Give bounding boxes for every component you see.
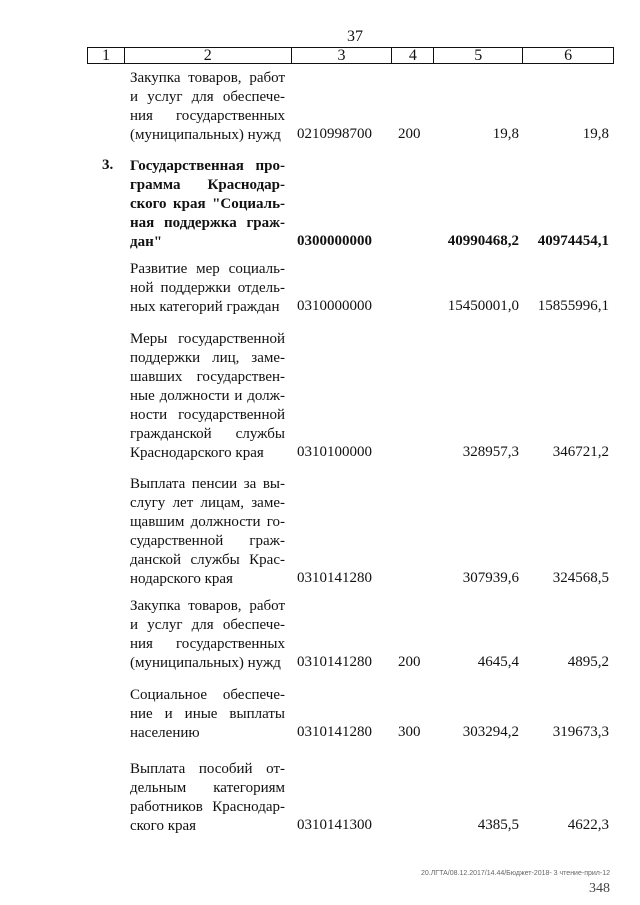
row-name-line: ности государственной [130,407,285,423]
header-col-3: 3 [292,48,393,63]
row-value-col5: 328957,3 [462,444,519,460]
row-name-line: поддержки лиц, заме- [130,350,285,366]
row-expense-type: 200 [398,126,421,142]
row-code: 0310000000 [297,298,372,314]
row-name [130,475,285,589]
row-value-col6: 40974454,1 [537,233,609,249]
header-col-4: 4 [392,48,434,63]
row-name-line: (муниципальных) нужд [130,655,281,671]
row-value-col6: 19,8 [582,126,609,142]
row-name [130,69,285,145]
row-name-line: сударственной граж- [130,533,285,549]
row-name-line: работников Краснодар- [130,799,285,815]
row-code: 0310141280 [297,570,372,586]
row-name-line: Краснодарского края [130,445,264,461]
row-name-line: дельным категориям [130,780,285,796]
row-value-col6: 4895,2 [567,654,609,670]
row-name-line: данской службы Крас- [130,552,285,568]
header-col-1: 1 [88,48,125,63]
row-name-line: Закупка товаров, работ [130,598,285,614]
row-name-line: грамма Краснодар- [130,177,285,193]
page-number: 37 [347,28,363,45]
row-number: 3. [102,157,114,173]
row-code: 0300000000 [297,233,372,249]
row-name-line: ных категорий граждан [130,299,280,315]
row-expense-type: 200 [398,654,421,670]
row-name-line: Выплата пособий от- [130,761,285,777]
row-name [130,686,285,743]
row-name-line: (муниципальных) нужд [130,127,281,143]
row-value-col6: 324568,5 [552,570,609,586]
row-name-line: ского края "Социаль- [130,196,285,212]
row-code: 0310141300 [297,817,372,833]
row-value-col5: 307939,6 [462,570,519,586]
row-value-col6: 4622,3 [567,817,609,833]
row-expense-type: 300 [398,724,421,740]
row-name-line: шавших государствен- [130,369,285,385]
row-name-line: ния государственных [130,108,285,124]
row-code: 0310141280 [297,724,372,740]
row-name-line: гражданской службы [130,426,285,442]
row-value-col5: 303294,2 [462,724,519,740]
header-col-2: 2 [125,48,292,63]
row-name-line: нодарского края [130,571,233,587]
header-col-5: 5 [434,48,523,63]
row-name-line: слугу лет лицам, заме- [130,495,285,511]
row-name [130,760,285,836]
row-name-line: Закупка товаров, работ [130,70,285,86]
row-value-col6: 319673,3 [552,724,609,740]
row-name-line: и услуг для обеспече- [130,617,285,633]
row-value-col5: 40990468,2 [447,233,519,249]
row-value-col6: 15855996,1 [537,298,609,314]
row-name-line: Меры государственной [130,331,285,347]
row-name [130,330,285,463]
row-name-line: ная поддержка граж- [130,215,285,231]
row-value-col5: 19,8 [492,126,519,142]
row-name-line: Развитие мер социаль- [130,261,285,277]
row-name-line: ные должности и долж- [130,388,285,404]
row-code: 0310100000 [297,444,372,460]
row-code: 0310141280 [297,654,372,670]
footer-page-number: 348 [589,881,610,896]
row-name-line: Выплата пенсии за вы- [130,476,285,492]
row-name-line: ной поддержки отдель- [130,280,285,296]
row-name-line: щавшим должности го- [130,514,285,530]
row-name-line: ние и иные выплаты [130,706,285,722]
row-name-line: Государственная про- [130,158,285,174]
row-name-line: ского края [130,818,197,834]
row-name-line: Социальное обеспече- [130,687,285,703]
row-name [130,597,285,673]
table-header-row [87,47,614,64]
header-col-6: 6 [523,48,614,63]
row-name-line: ния государственных [130,636,285,652]
row-code: 0210998700 [297,126,372,142]
document-stamp: 20.ЛГТА/08.12.2017/14.44/Бюджет-2018- 3 чтение-прил-12 [420,870,610,877]
row-value-col5: 4385,5 [477,817,519,833]
row-name [130,260,285,317]
row-name [130,157,285,252]
row-value-col6: 346721,2 [552,444,609,460]
row-name-line: и услуг для обеспече- [130,89,285,105]
row-value-col5: 4645,4 [477,654,519,670]
row-name-line: дан" [130,234,163,250]
row-value-col5: 15450001,0 [447,298,519,314]
row-name-line: населению [130,725,200,741]
